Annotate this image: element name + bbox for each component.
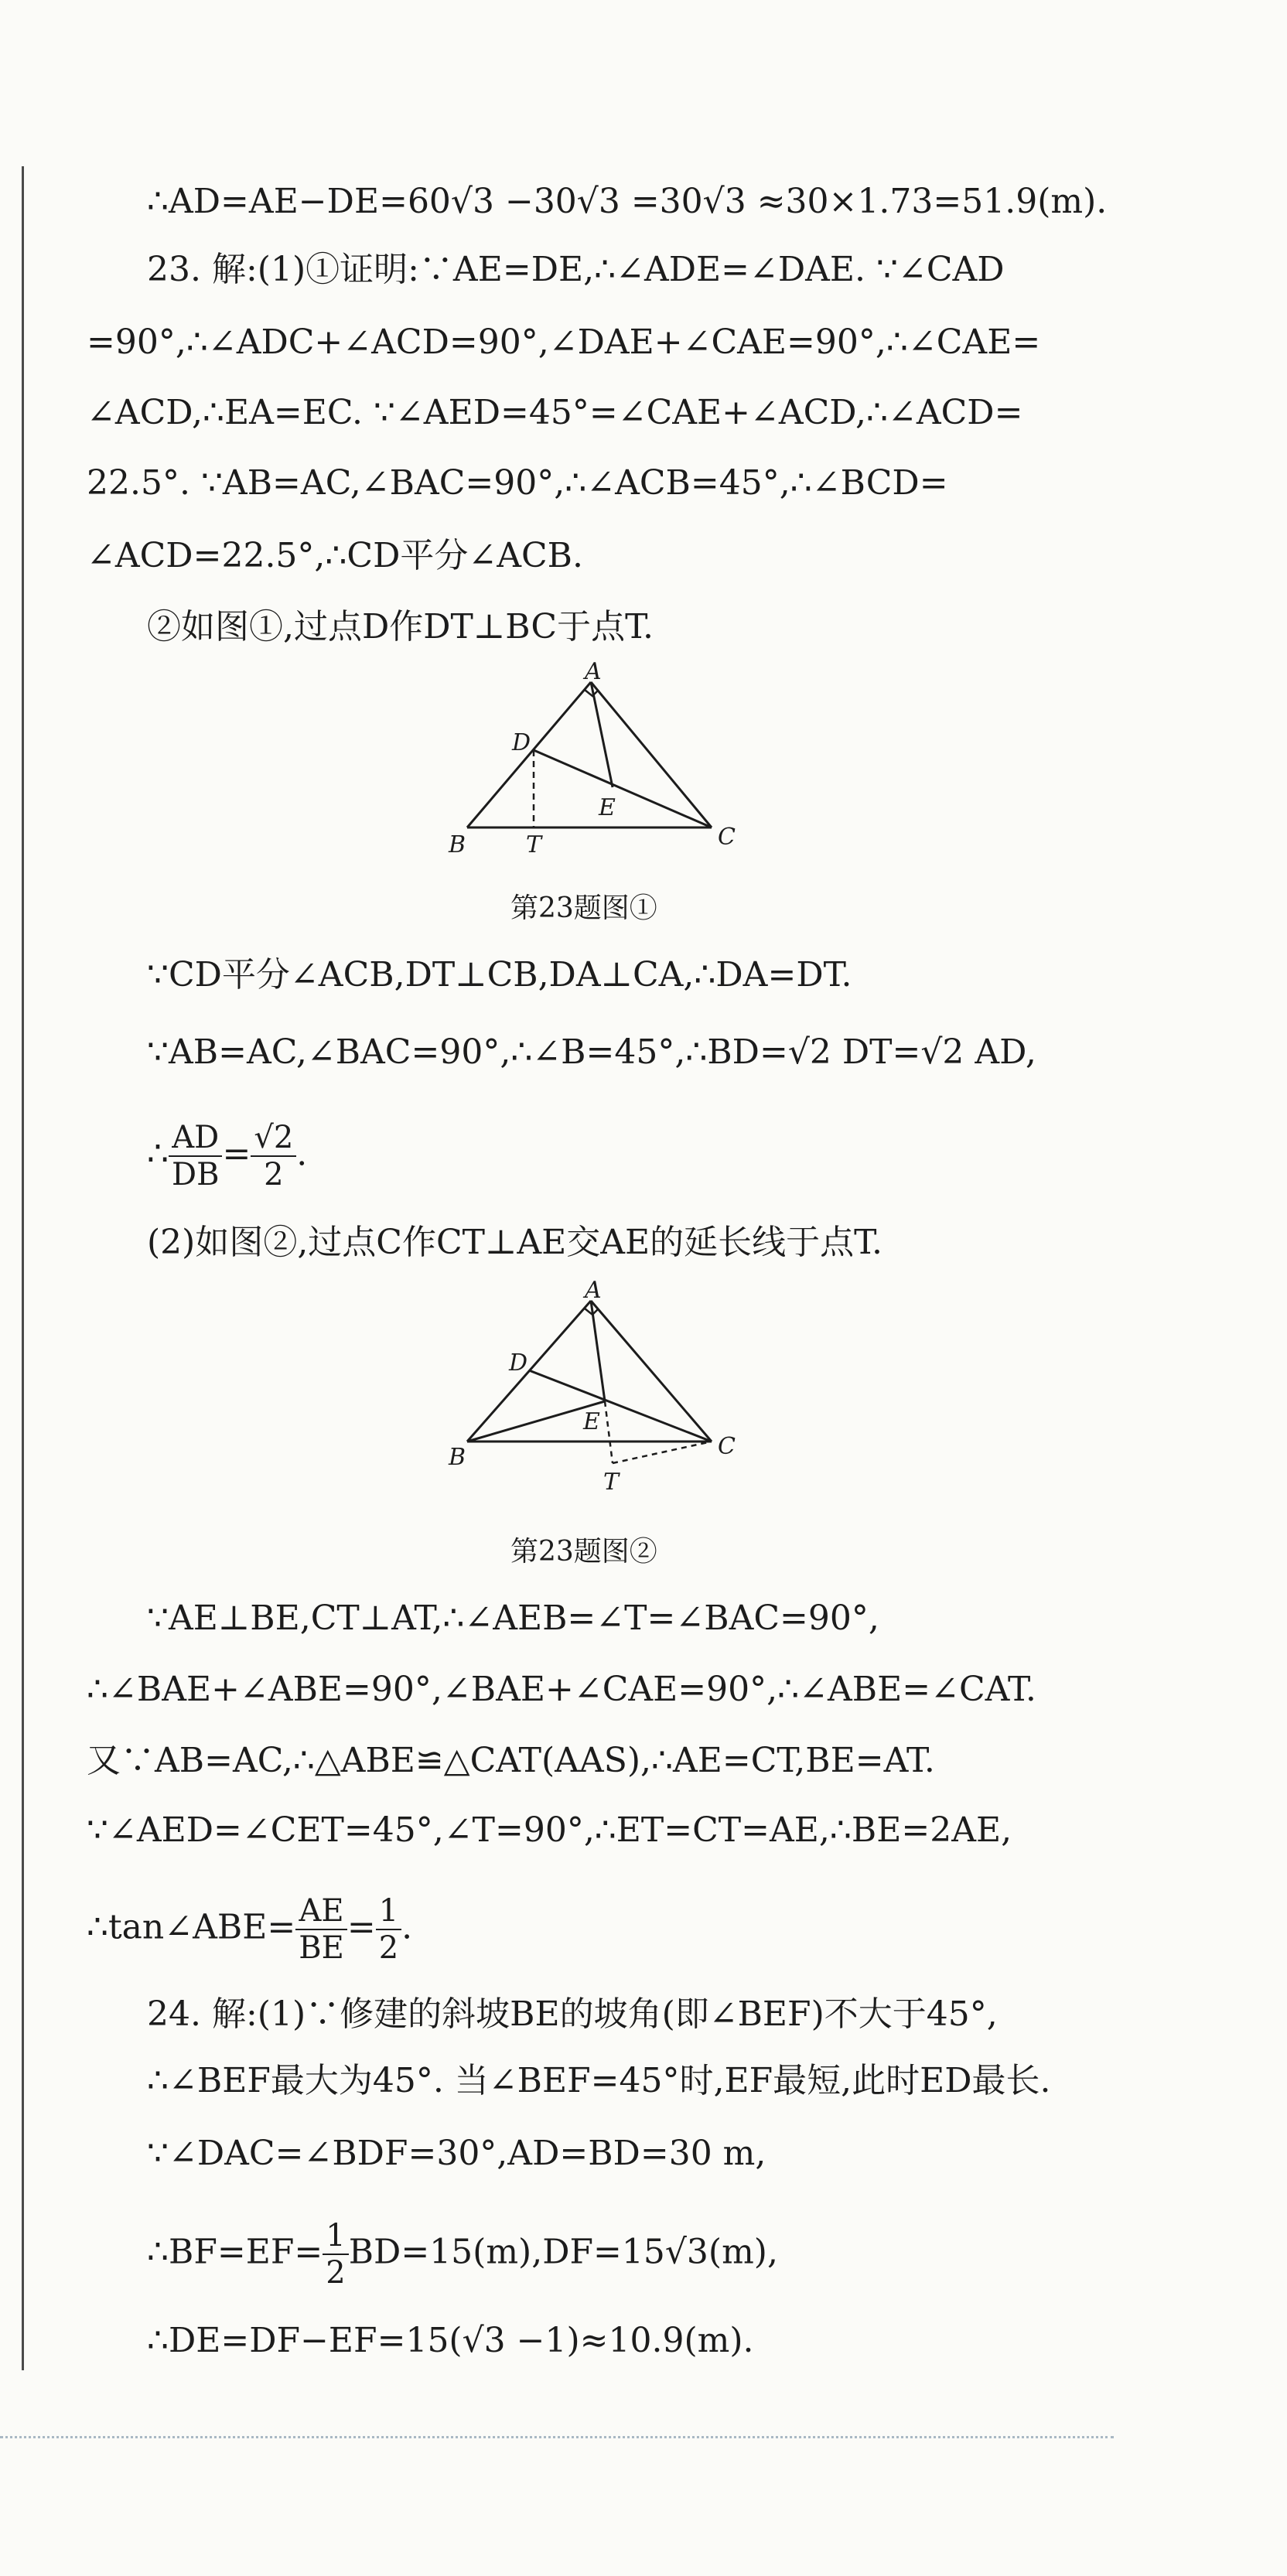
text-line-1: ∴AD=AE−DE=60√3 −30√3 =30√3 ≈30×1.73=51.9(m). <box>147 182 1108 221</box>
figure-23-1-caption: 第23题图① <box>510 892 657 924</box>
text-line-12: ∵AE⊥BE,CT⊥AT,∴∠AEB=∠T=∠BAC=90°, <box>147 1598 879 1638</box>
l16-suffix: . <box>401 1907 413 1947</box>
l10-suffix: . <box>296 1134 308 1174</box>
label-A: A <box>585 1277 602 1304</box>
text-line-18: ∴∠BEF最大为45°. 当∠BEF=45°时,EF最短,此时ED最长. <box>147 2061 1051 2100</box>
figure-23-2-caption: 第23题图② <box>510 1536 657 1568</box>
text-line-10 <box>147 1120 307 1192</box>
label-E: E <box>599 794 616 821</box>
label-B: B <box>449 1444 466 1471</box>
problem-24-heading: 24. 解:(1)∵修建的斜坡BE的坡角(即∠BEF)不大于45°, <box>147 1994 998 2034</box>
label-T: T <box>603 1469 620 1496</box>
text-line-7: ②如图①,过点D作DT⊥BC于点T. <box>147 607 654 647</box>
l20-suffix: BD=15(m),DF=15√3(m), <box>348 2232 778 2272</box>
fraction-numerator: AE <box>295 1893 347 1930</box>
fraction-numerator: √2 <box>251 1120 296 1157</box>
fraction-numerator: AD <box>169 1120 222 1157</box>
text-line-6: ∠ACD=22.5°,∴CD平分∠ACB. <box>87 536 583 575</box>
fraction-numerator: 1 <box>323 2218 348 2255</box>
text-line-3: =90°,∴∠ADC+∠ACD=90°,∠DAE+∠CAE=90°,∴∠CAE= <box>87 322 1041 362</box>
text-line-14: 又∵AB=AC,∴△ABE≌△CAT(AAS),∴AE=CT,BE=AT. <box>87 1741 935 1780</box>
page-left-border <box>22 166 24 2370</box>
text-line-19: ∵∠DAC=∠BDF=30°,AD=BD=30 m, <box>147 2134 766 2173</box>
text-line-15: ∵∠AED=∠CET=45°,∠T=90°,∴ET=CT=AE,∴BE=2AE, <box>87 1810 1012 1850</box>
figure-23-2 <box>449 1277 758 1496</box>
fraction-denominator: BE <box>299 1930 344 1966</box>
text-line-21: ∴DE=DF−EF=15(√3 −1)≈10.9(m). <box>147 2321 754 2360</box>
label-A: A <box>585 658 602 685</box>
segment-CT-dashed <box>613 1442 712 1463</box>
label-E: E <box>583 1408 600 1435</box>
text-line-9: ∵AB=AC,∠BAC=90°,∴∠B=45°,∴BD=√2 DT=√2 AD, <box>147 1032 1036 1072</box>
segment-CD <box>534 750 712 827</box>
fraction-AE-BE <box>295 1893 347 1966</box>
figure-23-1 <box>449 658 758 858</box>
segment-AC <box>591 1301 712 1442</box>
text-line-5: 22.5°. ∵AB=AC,∠BAC=90°,∴∠ACB=45°,∴∠BCD= <box>87 463 948 503</box>
segment-ET-dashed <box>605 1401 613 1463</box>
fraction-denominator: 2 <box>326 2255 346 2291</box>
label-D: D <box>512 729 531 756</box>
fraction-denominator: 2 <box>264 1157 284 1192</box>
text-line-13: ∴∠BAE+∠ABE=90°,∠BAE+∠CAE=90°,∴∠ABE=∠CAT. <box>87 1670 1036 1709</box>
segment-AE <box>591 682 613 787</box>
fraction-root2-2 <box>251 1120 296 1192</box>
text-line-20 <box>147 2218 778 2291</box>
label-C: C <box>718 1433 736 1460</box>
l10-prefix: ∴ <box>147 1134 169 1174</box>
problem-23-heading: 23. 解:(1)①证明:∵AE=DE,∴∠ADE=∠DAE. ∵∠CAD <box>147 250 1005 289</box>
label-T: T <box>526 831 542 858</box>
label-D: D <box>509 1349 528 1377</box>
fraction-1-2 <box>376 1893 401 1966</box>
footer-dotted-rule <box>0 2436 1114 2438</box>
fraction-numerator: 1 <box>376 1893 401 1930</box>
fraction-1-2 <box>323 2218 348 2291</box>
text-line-4: ∠ACD,∴EA=EC. ∵∠AED=45°=∠CAE+∠ACD,∴∠ACD= <box>87 393 1023 432</box>
l20-prefix: ∴BF=EF= <box>147 2232 323 2272</box>
fraction-AD-DB <box>169 1120 222 1192</box>
text-line-8: ∵CD平分∠ACB,DT⊥CB,DA⊥CA,∴DA=DT. <box>147 955 852 995</box>
l16-eq: = <box>346 1907 376 1947</box>
label-B: B <box>449 831 466 858</box>
fraction-denominator: 2 <box>378 1930 399 1966</box>
text-line-16 <box>87 1893 412 1966</box>
label-C: C <box>718 824 736 851</box>
fraction-denominator: DB <box>172 1157 220 1192</box>
l10-eq: = <box>222 1134 251 1174</box>
l16-prefix: ∴tan∠ABE= <box>87 1907 296 1947</box>
segment-CD <box>529 1370 712 1442</box>
text-line-11: (2)如图②,过点C作CT⊥AE交AE的延长线于点T. <box>147 1223 883 1262</box>
